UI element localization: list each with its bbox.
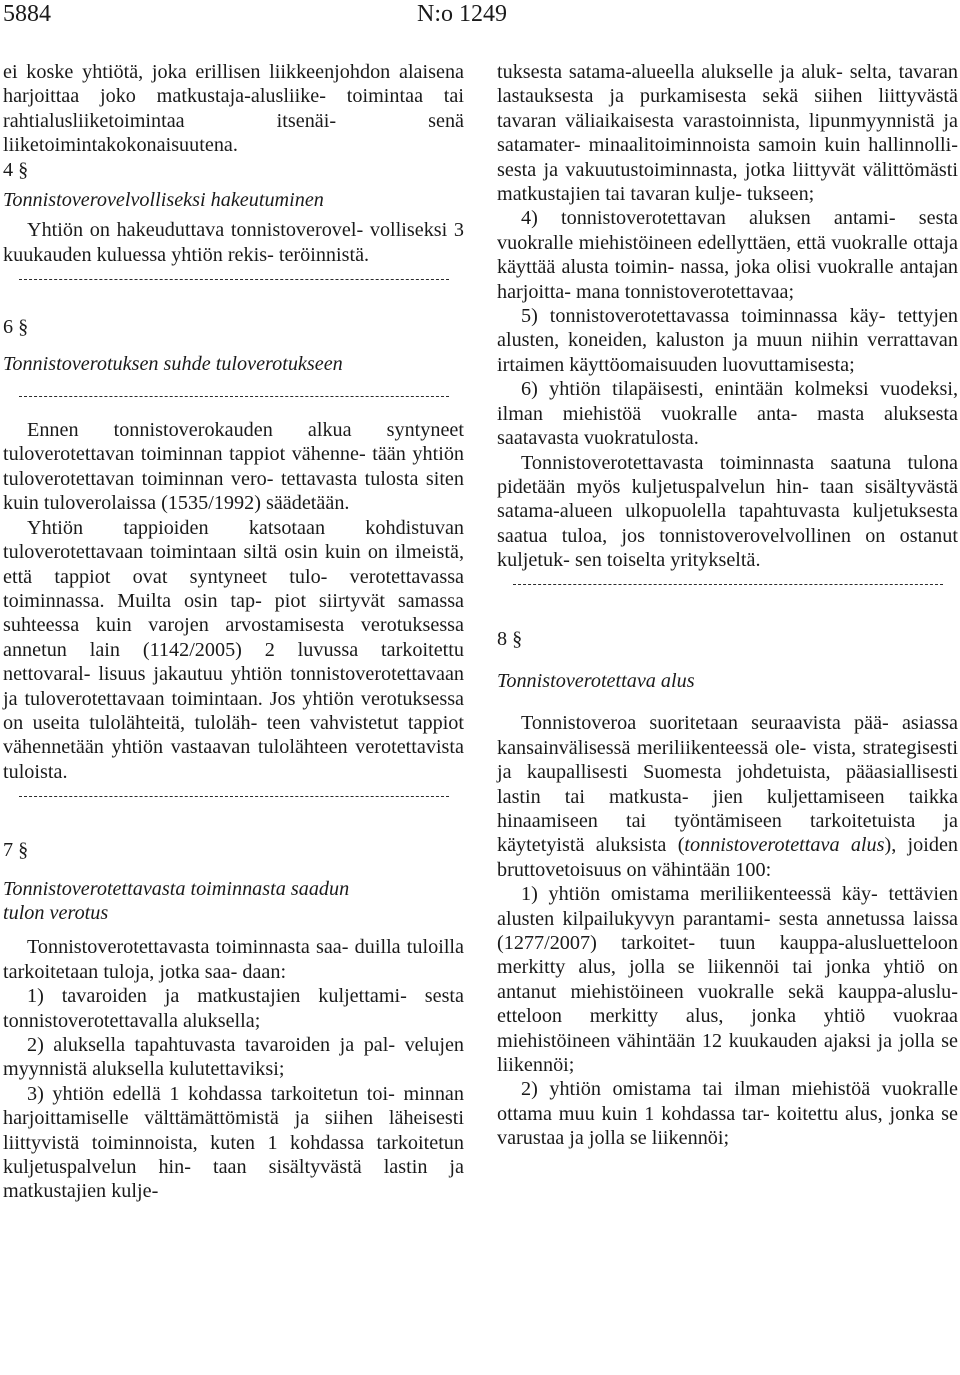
section-7-title-line-1: Tonnistoverotettavasta toiminnasta saadun bbox=[3, 877, 350, 900]
omission-divider bbox=[3, 267, 464, 291]
section-4-title: Tonnistoverovelvolliseksi hakeutuminen bbox=[3, 189, 324, 212]
section-6-paragraph-2: Yhtiön tappioiden katsotaan kohdistuvan tuloverotettavaan toimintaan siltä osin kuin on ilmeistä, että tappiot ovat syntyneet tulo- verotettavassa toiminnassa. Muilta osin tap- piot siirtyvät samassa suhteessa kuin varojen arvostamisesta verotuksessa annetun lain (1142/2005) 2 luvussa tarkoitettu nettovaral- lisuus jakautuu yhtiön tonnistoverotettavaan ja tuloverotettavaan toimintaan. Jos yhtiön verotuksessa on useita tulolähteitä, tuloläh- teen vahvistetut tappiot vähennetään yhtiön vastaavan tulolähteen verotettavista tuloista. bbox=[3, 516, 465, 783]
continued-paragraph: tuksesta satama-alueella alukselle ja aluk- selta, tavaran lastauksesta ja purkamisesta sekä siihen liittyvästä tavaran väliaikaisesta varastoinnista, lipunmyynnistä ja satamater- minaalitoiminnoista samoin kuin hallinnolli- sesta ja vakuutustoiminnasta, jotka liittyvät välittömästi matkustajien tai tavaran kulje- tukseen; bbox=[497, 61, 959, 206]
section-7-intro: Tonnistoverotettavasta toiminnasta saa- duilla tuloilla tarkoitetaan tuloja, jotka saa- daan: bbox=[3, 936, 465, 983]
left-column bbox=[3, 60, 464, 1204]
omission-divider bbox=[497, 573, 958, 597]
issue-number: N:o 1249 bbox=[417, 1, 507, 27]
section-4-body: Yhtiön on hakeuduttava tonnistoverovel- volliseksi 3 kuukauden kuluessa yhtiön rekis- teröinnistä. bbox=[3, 219, 465, 266]
section-8-item-1: 1) yhtiön omistama meriliikenteessä käy- tettävien alusten kilpailukyvyn parantami- sesta annetussa laissa (1277/2007) tarkoitet- tuun kauppa-alusluetteloon merkitty alus, jolla se liikennöi tai jonka yhtiö on antanut miehistöineen vuokralle sekä kauppa-aluslu- etteloon merkitty alus, jonka yhtiö vuokraa miehistöineen vähintään 12 kuukauden ajaksi ja jolla se liikennöi; bbox=[497, 883, 959, 1077]
section-8-item-2: 2) yhtiön omistama tai ilman miehistöä vuokralle ottama muu kuin 1 kohdassa tar- koitettu alus, jonka se varustaa ja jolla se liikennöi; bbox=[497, 1078, 959, 1150]
section-7-title-line-2: tulon verotus bbox=[3, 901, 109, 924]
section-6-title: Tonnistoverotuksen suhde tuloverotukseen bbox=[3, 352, 343, 375]
right-column bbox=[497, 60, 958, 1151]
section-8-title: Tonnistoverotettava alus bbox=[497, 669, 695, 692]
omission-divider bbox=[3, 384, 464, 408]
defined-term: tonnistoverotettava alus bbox=[684, 834, 885, 857]
section-7-item-5: 5) tonnistoverotettavassa toiminnassa käy- tettyjen alusten, koneiden, kaluston ja muun niihin verrattavan irtaimen käyttöomaisuuden luovuttamisesta; bbox=[497, 305, 959, 376]
section-7-item-3: 3) yhtiön edellä 1 kohdassa tarkoitetun toi- minnan harjoittamiselle välttämättömistä ja siihen läheisesti liittyvistä toiminnoista, kuten 1 kohdassa tarkoitetun kuljetuspalvelun hin- taan sisältyvästä lastin ja matkustajien kulje- bbox=[3, 1082, 465, 1203]
section-8-intro: Tonnistoveroa suoritetaan seuraavista pää- asiassa kansainvälisessä meriliikenteessä ole- vista, strategisesti ja kaupallisesti Suomesta johdetuista, pääasiallisesti lastin tai matkusta- jien kuljettamiseen taikka hinaamiseen tai työntämiseen tarkoitetuista ja käytetyistä aluksista (tonnistoverotettava alus), joiden bruttovetoisuus on vähintään 100: bbox=[497, 712, 959, 881]
section-7-item-2: 2) aluksella tapahtuvasta tavaroiden ja pal- velujen myynnistä aluksella kulutettaviksi; bbox=[3, 1034, 464, 1081]
omission-divider bbox=[3, 784, 464, 808]
page-number: 5884 bbox=[3, 1, 51, 27]
section-7-number: 7 § bbox=[3, 839, 29, 862]
section-4-number: 4 § bbox=[3, 158, 29, 181]
section-7-final-paragraph: Tonnistoverotettavasta toiminnasta saatuna tulona pidetään myös kuljetuspalvelun hin- taan sisältyvästä satama-alueen ulkopuolella tapahtuvasta kuljetuksesta saatua tuloa, jos tonnistoverovelvollinen on ostanut kuljetuk- sen toiselta yritykseltä. bbox=[497, 451, 959, 572]
page-header bbox=[0, 0, 960, 40]
section-6-number: 6 § bbox=[3, 316, 29, 339]
intro-paragraph: ei koske yhtiötä, joka erillisen liikkeenjohdon alaisena harjoittaa joko matkustaja-alusliike- toimintaa tai rahtialusliiketoimintaa itsenäi- senä liiketoimintakokonaisuutena. bbox=[3, 61, 464, 157]
section-7-item-1: 1) tavaroiden ja matkustajien kuljettami- sesta tonnistoverotettavalla aluksella; bbox=[3, 985, 464, 1032]
section-7-item-4: 4) tonnistoverotettavan aluksen antami- sesta vuokralle miehistöineen edellyttäen, että vuokralle ottaja käyttää alusta toimin- nassa, joka olisi vuokralle antajan harjoitta- mana tonnistoverotettavaa; bbox=[497, 207, 959, 303]
section-7-item-6: 6) yhtiön tilapäisesti, enintään kolmeksi vuodeksi, ilman miehistöä vuokralle anta- masta aluksesta saatavasta vuokratulosta. bbox=[497, 378, 958, 450]
section-8-number: 8 § bbox=[497, 627, 523, 650]
section-6-paragraph-1: Ennen tonnistoverokauden alkua syntyneet tuloverotettavan toiminnan tappiot vähenne- tään yhtiön tuloverotettavan toiminnan vero- tettavasta tulosta siten kuin tuloverolaissa (1535/1992) säädetään. bbox=[3, 419, 465, 515]
